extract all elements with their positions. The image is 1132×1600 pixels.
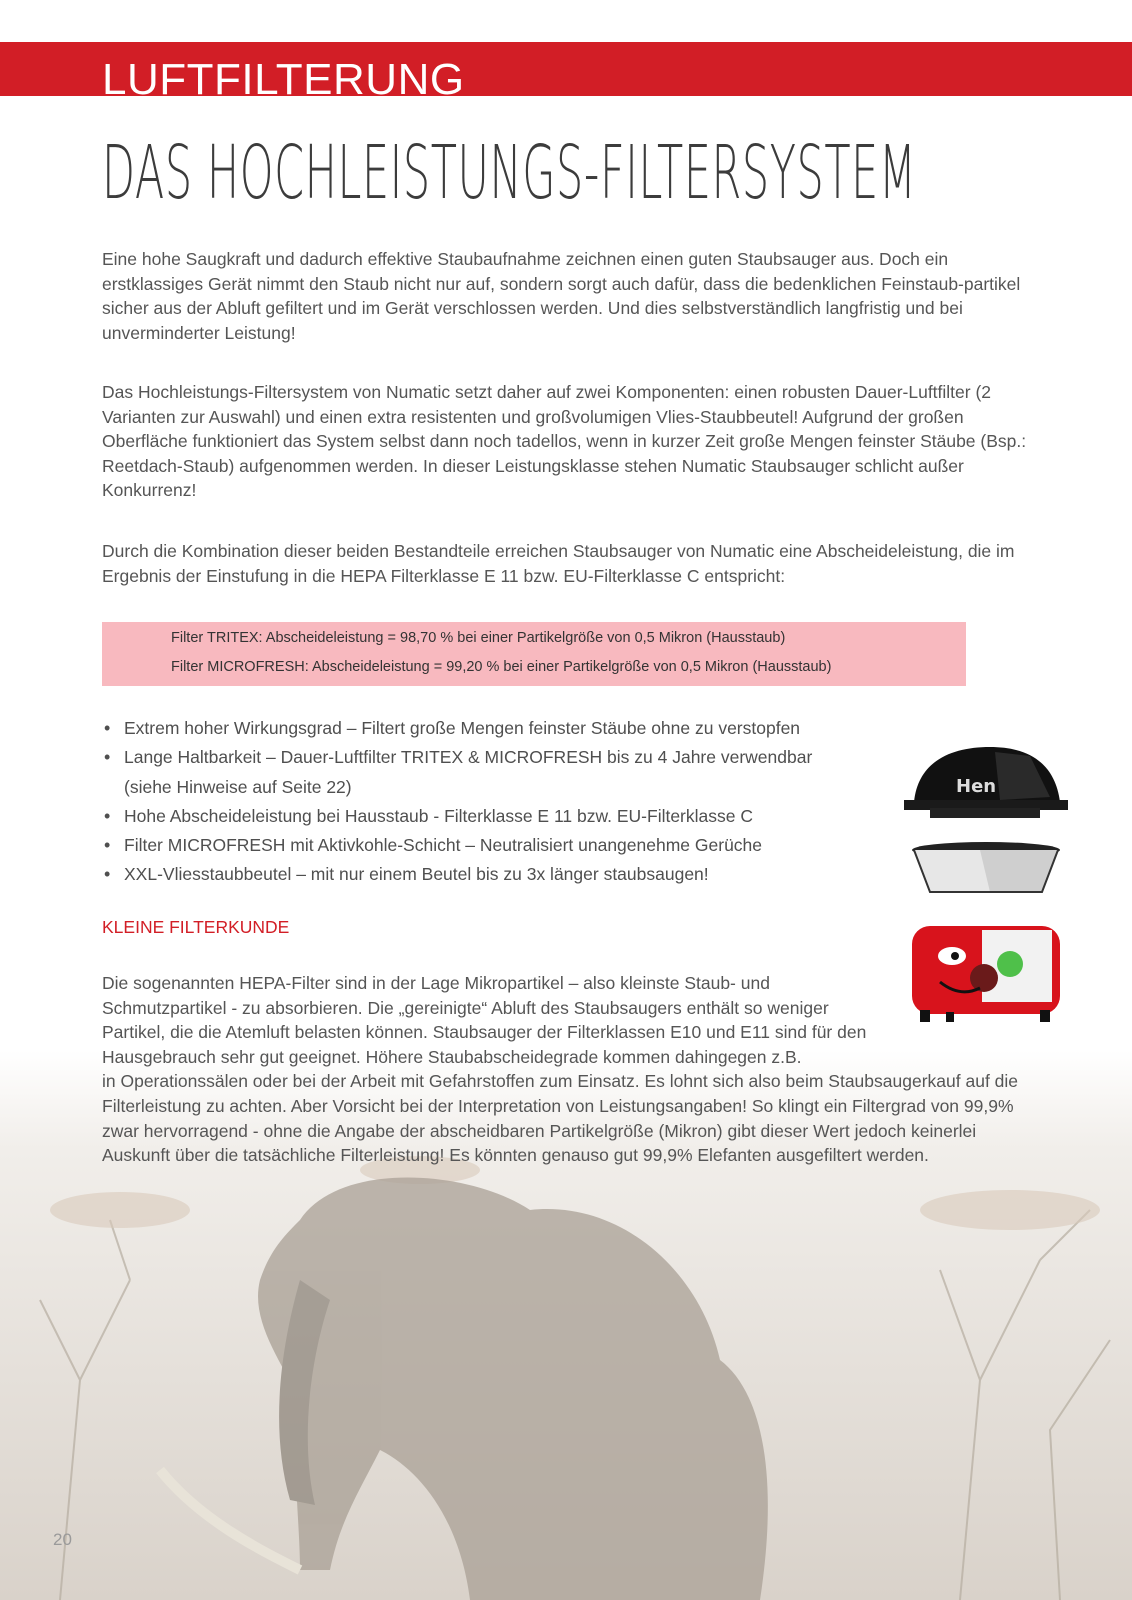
list-item-text: Filter MICROFRESH mit Aktivkohle-Schicht – Neutralisiert unangenehme Gerüche — [124, 835, 763, 856]
list-item — [102, 802, 842, 831]
list-item-text: Extrem hoher Wirkungsgrad – Filtert große Mengen feinster Stäube ohne zu verstopfen — [124, 718, 801, 738]
list-item — [102, 860, 842, 889]
bullet-icon: • — [104, 835, 111, 856]
filter-tritex-spec: Filter TRITEX: Abscheideleistung = 98,70 % bei einer Partikelgröße von 0,5 Mikron (Hausstaub) — [171, 630, 786, 646]
product-logo: Hen — [956, 776, 997, 797]
list-item — [102, 743, 842, 802]
intro-paragraph: Eine hohe Saugkraft und dadurch effektive Staubaufnahme zeichnen einen guten Staubsauger aus. Doch ein erstklassiges Gerät nimmt den Staub nicht nur auf, sondern sorgt auch dafür, dass die bedenklichen Feinstaub-partikel sicher aus der Abluft gefiltert und im Gerät verschlossen werden. Und dies selbstverständlich langfristig und bei unverminderter Leistung! — [102, 249, 1021, 343]
filterkunde-text-wide: in Operationssälen oder bei der Arbeit mit Gefahrstoffen zum Einsatz. Es lohnt sich also beim Staubsaugerkauf auf die Filterleistung zu achten. Aber Vorsicht bei der Interpretation von Leistungsangaben! So klingt ein Filtergrad von 99,9% zwar hervorragend - ohne die Angabe der abscheidbaren Partikelgröße (Mikron) gibt dieser Wert jedoch keinerlei Auskunft über die tatsächliche Filterleistung! Es könnten genauso gut 99,9% Elefanten ausgefiltert werden. — [102, 1071, 1019, 1166]
filterkunde-heading: KLEINE FILTERKUNDE — [102, 917, 290, 937]
combination-paragraph: Durch die Kombination dieser beiden Bestandteile erreichen Staubsauger von Numatic eine Abscheideleistung, die im Ergebnis der Einstufung in die HEPA Filterklasse E 11 bzw. EU-Filterklasse C entspricht: — [102, 541, 1015, 586]
filter-microfresh-spec: Filter MICROFRESH: Abscheideleistung = 99,20 % bei einer Partikelgröße von 0,5 Mikron (Hausstaub) — [171, 659, 832, 675]
bullet-icon: • — [104, 805, 111, 826]
list-item — [102, 831, 842, 860]
bullet-icon: • — [104, 864, 111, 885]
filterkunde-text-narrow: Die sogenannten HEPA-Filter sind in der Lage Mikropartikel – also kleinste Staub- und Schmutzpartikel - zu absorbieren. Die „gereinigte“ Abluft des Staubsaugers enthält so weniger Partikel, die die Atemluft belasten können. Staubsauger der Filterklassen E10 und E11 sind für den Hausgebrauch sehr gut geeignet. Höhere Staubabscheidegrade kommen dahingegen z.B. — [102, 973, 867, 1067]
page-number: 20 — [53, 1530, 72, 1549]
bullet-icon: • — [104, 747, 111, 768]
list-item-text: Hohe Abscheideleistung bei Hausstaub - Filterklasse E 11 bzw. EU-Filterklasse C — [124, 805, 753, 826]
section-title: LUFTFILTERUNG — [102, 55, 465, 104]
page-title: DAS HOCHLEISTUNGS-FILTERSYSTEM — [102, 130, 917, 216]
list-item-text: Lange Haltbarkeit – Dauer-Luftfilter TRITEX & MICROFRESH bis zu 4 Jahre verwendbar (siehe Hinweise auf Seite 22) — [124, 747, 813, 797]
filter-specs-box — [102, 622, 966, 686]
list-item — [102, 714, 842, 743]
bullet-icon: • — [104, 718, 111, 738]
feature-list — [102, 714, 842, 890]
list-item-text: XXL-Vliesstaubbeutel – mit nur einem Beutel bis zu 3x länger staubsaugen! — [124, 864, 709, 885]
filterkunde-paragraph — [102, 971, 1047, 1168]
system-paragraph: Das Hochleistungs-Filtersystem von Numatic setzt daher auf zwei Komponenten: einen robusten Dauer-Luftfilter (2 Varianten zur Auswahl) und einen extra resistenten und großvolumigen Vlies-Staubbeutel! Aufgrund der großen Oberfläche funktioniert das System selbst dann noch tadellos, wenn in kurzer Zeit große Mengen feinster Stäube (Bsp.: Reetdach-Staub) aufgenommen werden. In dieser Leistungsklasse stehen Numatic Staubsauger schlicht außer Konkurrenz! — [102, 382, 1027, 501]
